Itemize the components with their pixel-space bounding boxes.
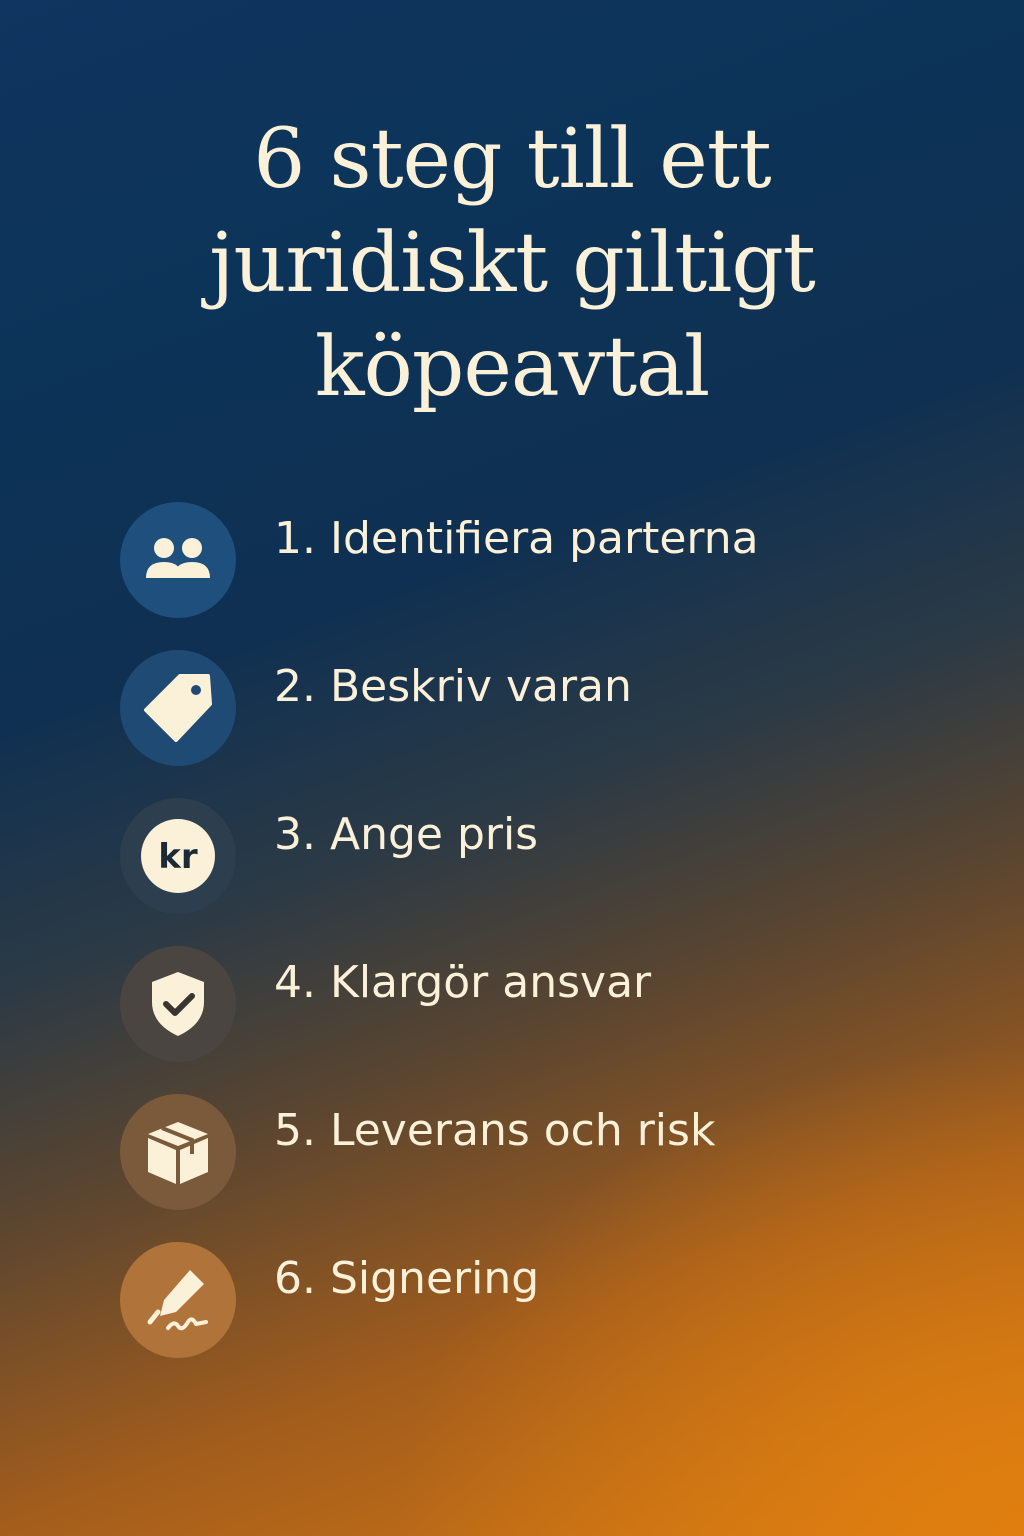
people-icon (140, 522, 216, 598)
svg-text:kr: kr (158, 837, 198, 877)
steps-list (120, 502, 980, 1390)
kr-currency-icon (140, 818, 216, 894)
step-badge (120, 1242, 236, 1358)
title-line: 6 steg till ett (253, 112, 771, 207)
step-item-1 (120, 502, 980, 650)
step-item-3 (120, 798, 980, 946)
title-line: juridiskt giltigt (209, 216, 815, 311)
step-label: 3. Ange pris (274, 809, 539, 860)
step-item-4 (120, 946, 980, 1094)
price-tag-icon (140, 670, 216, 746)
step-item-6 (120, 1242, 980, 1390)
step-badge (120, 946, 236, 1062)
pen-signature-icon (140, 1262, 216, 1338)
step-item-5 (120, 1094, 980, 1242)
package-box-icon (140, 1114, 216, 1190)
step-badge (120, 1094, 236, 1210)
step-badge (120, 650, 236, 766)
step-label: 1. Identifiera parterna (274, 513, 759, 564)
step-label: 4. Klargör ansvar (274, 957, 652, 1008)
step-label: 6. Signering (274, 1253, 540, 1304)
step-badge (120, 798, 236, 914)
step-label: 5. Leverans och risk (274, 1105, 716, 1156)
page-title (0, 108, 1024, 420)
title-line: köpeavtal (314, 320, 710, 415)
shield-check-icon (140, 966, 216, 1042)
step-item-2 (120, 650, 980, 798)
step-badge (120, 502, 236, 618)
step-label: 2. Beskriv varan (274, 661, 632, 712)
